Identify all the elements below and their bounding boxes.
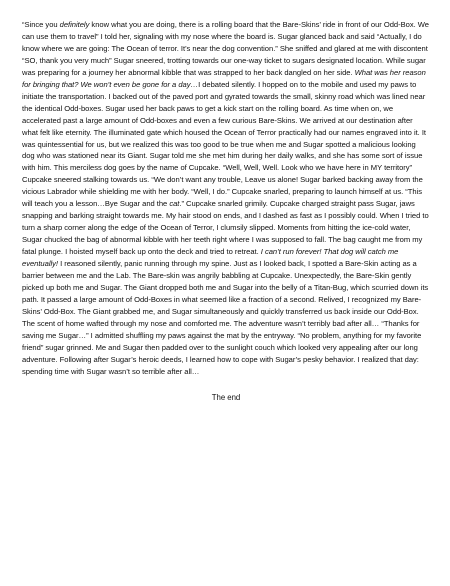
story-segment-3: know what you are doing, there is a rolling board that the Bare-Skins’ ride in front of our Odd-Box. We can use them to travel” I told her, signaling with my nose where the board is. Sugar glanced back and said “Actually, I do know where we are going: The Ocean of terror. It’s near the dog convention.” She sniffed and glared at me with discontent “SO, thank you very much” Sugar sneered, trotting towards our one-way ticket to sugars designated location. While sugar was preparing for a journey her abnormal kibble that was strapped to her back dangled on her side. [22,20,429,77]
story-paragraph [22,19,430,378]
story-segment-8-italic: I can’t run forever! That dog will catch me eventually! [22,247,399,269]
story-segment-1: “Since you [22,20,60,29]
story-segment-9: I reasoned silently, panic running through my spine. Just as I looked back, I spotted a Bare-Skin acting as a barrier between me and the Lab. The Bare-skin was angrily babbling at Cupcake. Unexpectedly, the Bare-Skin gently picked up both me and Sugar. The Giant dropped both me and Sugar into the belly of a Titan-Bug, which scurried down its path. It passed a large amount of Odd-Boxes in what seemed like a fraction of a second. Relived, I recognized my Bare-Skins’ Odd-Box. The Giant grabbed me, and Sugar simultaneously and quickly transferred us back inside our Odd-Box. The scent of home wafted through my nose and comforted me. The adventure wasn’t terribly bad after all… “Thanks for saving me Sugar…” I admitted shuffling my paws against the mat by the entryway. “No problem, anything for my favorite friend” sugar grinned. Me and Sugar then padded over to the sunlight couch which looked very appealing after our long adventure. Following after Sugar’s heroic deeds, I learned how to cope with Sugar’s pesky behavior. I realized that day: spending time with Sugar wasn’t so terrible after all… [22,259,429,376]
story-segment-5: I debated silently. I hopped on to the mobile and used my paws to initiate the transportation. I backed out of the paved port and gyrated towards the small, skinny road which was lined near the identical Odd-boxes. Sugar used her back paws to get a kick start on the rolling board. As time when on, we accelerated past a large amount of Odd-boxes and even a few curious Bare-Skins. We arrived at our destination after what felt like eternity. The illuminated gate which housed the Ocean of Terror practically had our names engraved into it. It was quintessential for us, but we realized this was too good to be true when me and Sugar spotted a malicious looking dog who was stationed near its Giant. Sugar told me she met him during her daily walks, and she has some sort of issue with him. This merciless dog goes by the name of Cupcake. “Well, Well, Well. Look who we have here in MY territory” Cupcake sneered stalking towards us. “We don’t want any trouble, Leave us alone! Sugar barked backing away from the vicious Labrador while shielding me with her body. “Well, I do.” Cupcake snarled, preparing to launch himself at us. “This will teach you a lesson…Bye Sugar and the [22,79,427,209]
story-page [22,19,430,404]
story-segment-7: .” Cupcake snarled grimily. Cupcake charged straight pass Sugar, jaws snapping and barking straight towards me. My hair stood on ends, and I dashed as fast as I possibly could. When I tried to turn a sharp corner along the edge of the Ocean of Terror, I clumsily slipped. Moments from hitting the ice-cold water, Sugar chucked the bag of abnormal kibble with her teeth right where I was supposed to fall. The bag caught me from my fatal plunge. I hoisted myself back up onto the deck and tried to retreat. [22,199,429,257]
story-segment-2-italic: definitely [59,20,90,29]
story-ending: The end [211,392,241,402]
story-segment-6-italic: cat [169,199,180,209]
story-segment-4-italic: What was her reason for bringing that? We won’t even be gone for a day… [22,67,426,89]
